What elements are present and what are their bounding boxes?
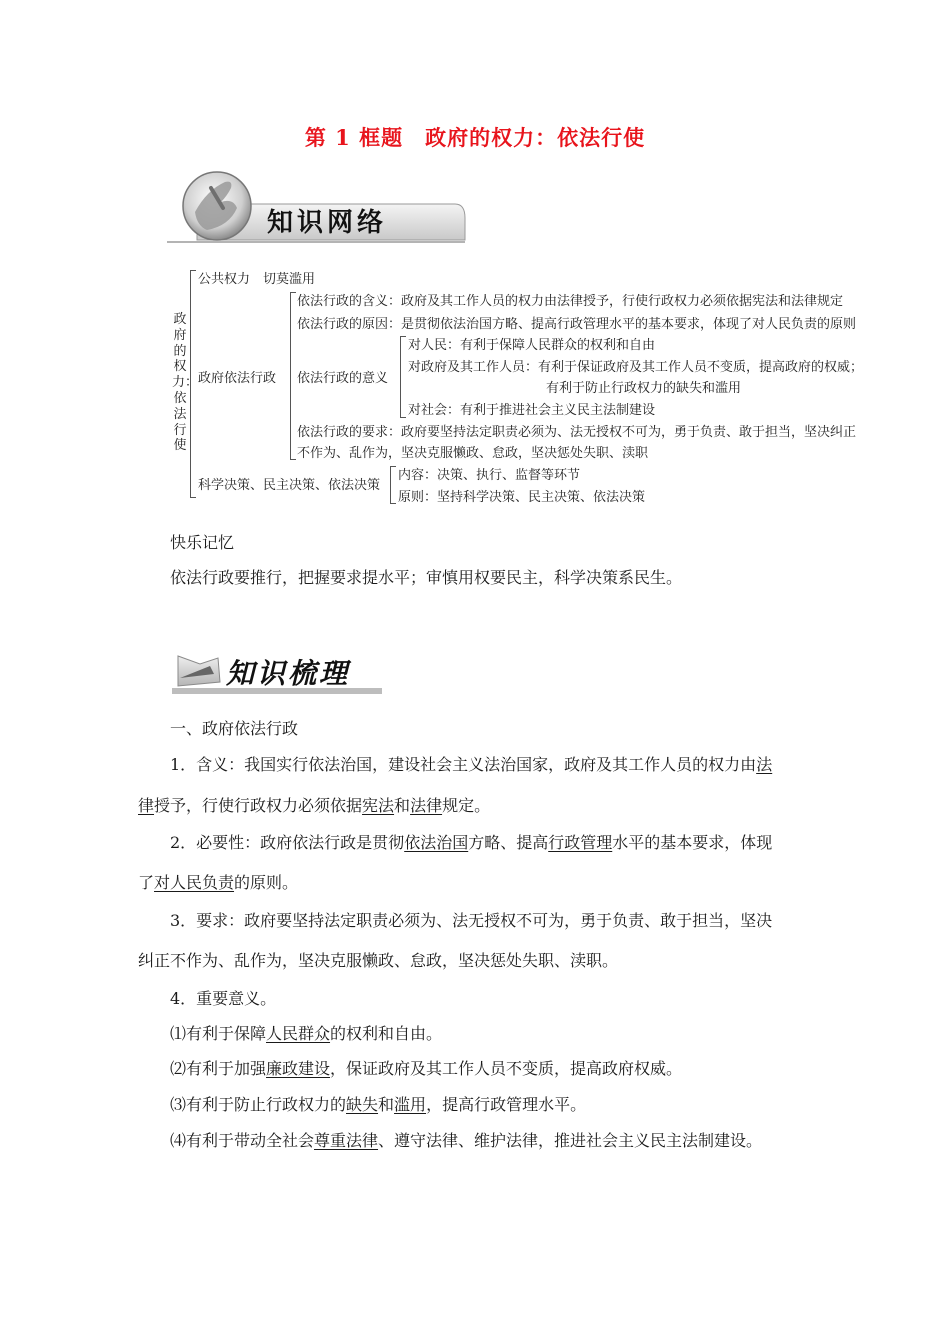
sub-item-2-text-a: ⑵有利于加强: [170, 1059, 267, 1078]
para-2-text-e: 的原则。: [234, 873, 299, 892]
mindmap-decision-content: 内容：决策、执行、监督等环节: [398, 468, 581, 483]
sub-item-3-term-1: 缺失: [346, 1095, 379, 1114]
mindmap-requirement-2: 不作为、乱作为，坚决克服懒政、怠政，坚决惩处失职、渎职: [297, 446, 649, 461]
para-1-text-a: 1．含义：我国实行依法治国，建设社会主义法治国家，政府及其工作人员的权力由: [170, 755, 757, 774]
para-1-term-constitution: 宪法: [362, 796, 395, 815]
knowledge-outline-banner: [170, 648, 385, 696]
mindmap-decision: 科学决策、民主决策、依法决策: [198, 478, 381, 493]
sub-item-4-text-b: 、遵守法律、维护法律，推进社会主义民主法制建设。: [378, 1131, 763, 1150]
para-1-term-law-a: 法: [756, 755, 773, 774]
sub-item-1-term: 人民群众: [266, 1024, 331, 1043]
para-1-text-d: 规定。: [442, 796, 491, 815]
para-2-text-b: 方略、提高: [468, 833, 549, 852]
mindmap-law-admin: 政府依法行政: [198, 371, 277, 386]
para-2-line-2: [138, 870, 298, 893]
mindmap-significance: 依法行政的意义: [297, 371, 389, 386]
mindmap-root: 政府的权力：依法行使: [172, 312, 199, 454]
para-1-line-2: [138, 793, 490, 816]
mindmap-to-people: 对人民：有利于保障人民群众的权利和自由: [408, 338, 656, 353]
sub-item-3-text-a: ⑶有利于防止行政权力的: [170, 1095, 347, 1114]
para-1-text-c: 和: [394, 796, 411, 815]
mindmap-brace-law-admin: [290, 292, 296, 460]
mindmap-requirement-1: 依法行政的要求：政府要坚持法定职责必须为、法无授权不可为，勇于负责、敢于担当，坚决纠正: [297, 425, 857, 440]
sub-item-3: [170, 1092, 586, 1115]
mindmap-decision-principle: 原则：坚持科学决策、民主决策、依法决策: [398, 490, 646, 505]
mindmap-brace-significance: [400, 336, 406, 418]
sub-item-2-text-b: ，保证政府及其工作人员不变质，提高政府权威。: [330, 1059, 683, 1078]
memory-heading: 快乐记忆: [170, 533, 235, 552]
knowledge-network-banner: [167, 168, 467, 244]
para-3-line-1: 3．要求：政府要坚持法定职责必须为、法无授权不可为，勇于负责、敢于担当，坚决: [170, 911, 773, 930]
sub-item-1-text-a: ⑴有利于保障: [170, 1024, 267, 1043]
mindmap-brace-decision: [390, 466, 396, 504]
mindmap-to-gov-2: 有利于防止行政权力的缺失和滥用: [546, 381, 742, 396]
para-1-term-laws: 法律: [410, 796, 443, 815]
sub-item-4-term: 尊重法律: [314, 1131, 379, 1150]
para-4: 4．重要意义。: [170, 989, 277, 1008]
memory-text: 依法行政要推行，把握要求提水平；审慎用权要民主，科学决策系民生。: [170, 568, 683, 587]
para-2-term-rule-of-law: 依法治国: [404, 833, 469, 852]
knowledge-network-banner-text: 知识网络: [267, 208, 388, 238]
para-2-line-1: [170, 830, 772, 853]
sub-item-1-text-b: 的权利和自由。: [330, 1024, 443, 1043]
mindmap-to-gov: 对政府及其工作人员：有利于保证政府及其工作人员不变质，提高政府的权威；: [408, 360, 864, 375]
para-2-text-c: 水平的基本要求，体现: [612, 833, 773, 852]
sub-item-4: [170, 1128, 762, 1151]
sub-item-3-text-b: 和: [378, 1095, 395, 1114]
sub-item-2-term: 廉政建设: [266, 1059, 331, 1078]
mindmap-brace-root: [190, 270, 196, 498]
sub-item-2: [170, 1056, 682, 1079]
para-2-term-admin: 行政管理: [548, 833, 613, 852]
sub-item-3-text-c: ，提高行政管理水平。: [426, 1095, 587, 1114]
para-1-line-1: [170, 752, 772, 775]
sub-item-3-term-2: 滥用: [394, 1095, 427, 1114]
mindmap-reason: 依法行政的原因：是贯彻依法治国方略、提高行政管理水平的基本要求，体现了对人民负责的原则: [297, 317, 857, 332]
knowledge-outline-banner-text: 知识梳理: [226, 657, 351, 690]
para-3-line-2: 纠正不作为、乱作为，坚决克服懒政、怠政，坚决惩处失职、渎职。: [138, 951, 619, 970]
mindmap-public-power: 公共权力 切莫滥用: [198, 272, 316, 287]
sub-item-1: [170, 1021, 442, 1044]
para-1-text-b: 授予，行使行政权力必须依据: [154, 796, 363, 815]
para-2-text-a: 2．必要性：政府依法行政是贯彻: [170, 833, 405, 852]
section-heading-1: 一、政府依法行政: [170, 719, 299, 738]
para-1-term-law-b: 律: [138, 796, 155, 815]
mindmap-to-society: 对社会：有利于推进社会主义民主法制建设: [408, 403, 656, 418]
mindmap-meaning-def: 依法行政的含义：政府及其工作人员的权力由法律授予，行使行政权力必须依据宪法和法律规定: [297, 294, 844, 309]
page-title: 第 1 框题 政府的权力：依法行使: [304, 125, 646, 150]
para-2-term-responsible: 对人民负责: [154, 873, 235, 892]
para-2-text-d: 了: [138, 873, 155, 892]
sub-item-4-text-a: ⑷有利于带动全社会: [170, 1131, 315, 1150]
